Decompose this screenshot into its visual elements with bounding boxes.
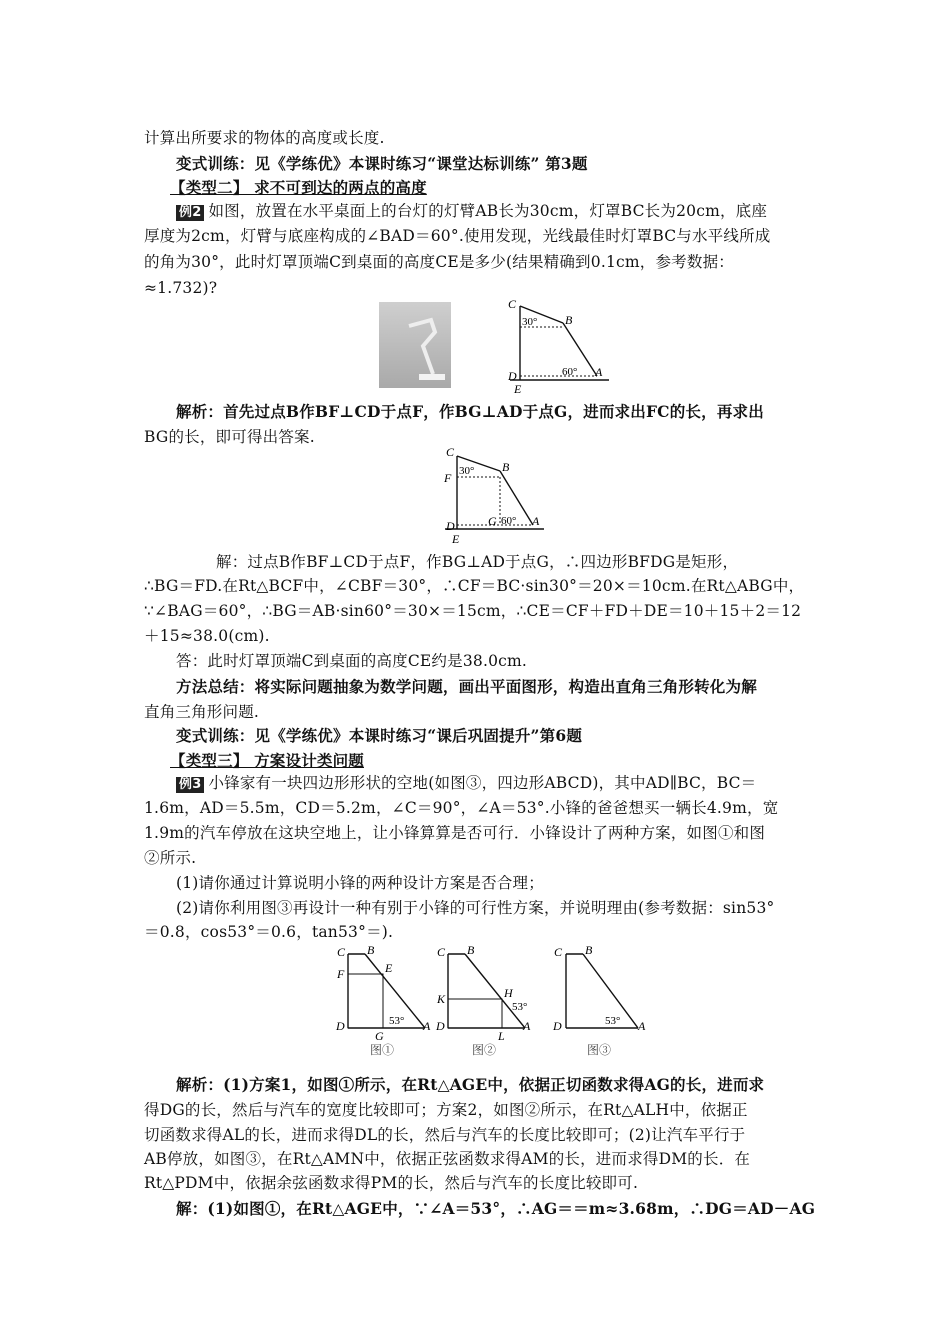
lamp-diagram	[505, 296, 615, 396]
svg-text:E: E	[452, 532, 460, 546]
svg-text:D: D	[446, 519, 455, 533]
figure-1	[333, 942, 438, 1060]
angle-60: 60°	[562, 366, 578, 378]
svg-text:C: C	[337, 945, 346, 959]
text-line: ∴BG＝FD.在Rt△BCF中，∠CBF＝30°，∴CF＝BC·sin30°＝20×＝10cm.在Rt△ABG中，	[144, 577, 805, 595]
text-line: 答：此时灯罩顶端C到桌面的高度CE约是38.0cm.	[176, 652, 528, 670]
svg-text:B: B	[585, 943, 593, 957]
figure-2	[432, 942, 542, 1060]
figure-3	[550, 942, 655, 1060]
text-line: ＝0.8，cos53°＝0.6，tan53°＝).	[144, 923, 394, 941]
text-line: 厚度为2cm，灯臂与底座构成的∠BAD＝60°.使用发现，光线最佳时灯罩BC与水平线所成	[144, 227, 771, 245]
svg-text:K: K	[437, 992, 446, 1006]
text-line: 1.6m，AD＝5.5m，CD＝5.2m，∠C＝90°，∠A＝53°.小锋的爸爸想买一辆长4.9m，宽	[144, 799, 779, 817]
svg-text:C: C	[446, 445, 455, 459]
svg-text:53°: 53°	[605, 1015, 621, 1027]
svg-text:F: F	[444, 471, 452, 485]
caption: 图③	[587, 1043, 612, 1057]
text-line: (1)请你通过计算说明小锋的两种设计方案是否合理；	[176, 874, 544, 892]
text-line: AB停放，如图③，在Rt△AMN中，依据正弦函数求得AM的长，进而求得DM的长．在	[144, 1150, 751, 1168]
text-line: 的角为30°，此时灯罩顶端C到桌面的高度CE是多少(结果精确到0.1cm，参考数据：	[144, 253, 734, 271]
svg-text:D: D	[553, 1019, 562, 1033]
example-badge: 例3	[176, 777, 204, 793]
svg-text:60°: 60°	[501, 515, 517, 527]
text-line: 例3 小锋家有一块四边形形状的空地(如图③，四边形ABCD)，其中AD∥BC，BC＝	[176, 772, 846, 794]
text-line: 切函数求得AL的长，进而求得DL的长，然后与汽车的长度比较即可；(2)让汽车平行于	[144, 1126, 746, 1144]
text-line: 解：过点B作BF⊥CD于点F，作BG⊥AD于点G，∴四边形BFDG是矩形，	[216, 553, 739, 571]
label-E: E	[514, 382, 522, 396]
svg-text:B: B	[467, 943, 475, 957]
text-line: 例2 如图，放置在水平桌面上的台灯的灯臂AB长为30cm，灯罩BC长为20cm，底座	[176, 200, 846, 222]
text-line: 解：(1)如图①，在Rt△AGE中，∵∠A＝53°，∴AG＝＝m≈3.68m，∴DG＝AD－AG	[176, 1199, 816, 1218]
svg-text:E: E	[385, 961, 393, 975]
svg-text:B: B	[367, 943, 375, 957]
text-line: (2)请你利用图③再设计一种有别于小锋的可行性方案，并说明理由(参考数据：sin53°	[176, 899, 775, 917]
svg-text:A: A	[638, 1019, 646, 1033]
text-line: 得DG的长，然后与汽车的宽度比较即可；方案2，如图②所示，在Rt△ALH中，依据正	[144, 1101, 748, 1119]
svg-text:H: H	[504, 986, 513, 1000]
text-line: 解析：首先过点B作BF⊥CD于点F，作BG⊥AD于点G，进而求出FC的长，再求出	[176, 402, 764, 421]
text-line: BG的长，即可得出答案.	[144, 428, 315, 446]
svg-text:D: D	[336, 1019, 345, 1033]
svg-text:A: A	[423, 1019, 431, 1033]
text-line: ≈1.732)?	[144, 279, 218, 297]
caption: 图②	[472, 1043, 497, 1057]
text-line: ＋15≈38.0(cm).	[144, 627, 270, 645]
solution-diagram	[440, 444, 550, 548]
svg-text:F: F	[337, 967, 345, 981]
section-heading: 【类型二】 求不可到达的两点的高度	[170, 178, 427, 197]
text-line: 解析：(1)方案1，如图①所示，在Rt△AGE中，依据正切函数求得AG的长，进而求	[176, 1075, 765, 1094]
svg-text:G: G	[375, 1029, 384, 1043]
svg-text:B: B	[502, 460, 510, 474]
svg-text:53°: 53°	[389, 1015, 405, 1027]
text-line: 1.9m的汽车停放在这块空地上，让小锋算算是否可行．小锋设计了两种方案，如图①和图	[144, 824, 766, 842]
svg-text:L: L	[498, 1029, 505, 1043]
text-line: 计算出所要求的物体的高度或长度.	[144, 129, 385, 147]
svg-text:53°: 53°	[512, 1001, 528, 1013]
svg-text:C: C	[437, 945, 446, 959]
text-line: 方法总结：将实际问题抽象为数学问题，画出平面图形，构造出直角三角形转化为解	[176, 677, 757, 696]
svg-text:A: A	[523, 1019, 531, 1033]
text-line: 变式训练：见《学练优》本课时练习“课堂达标训练” 第3题	[176, 154, 588, 173]
lamp-photo	[379, 302, 451, 388]
svg-text:G: G	[488, 514, 497, 528]
example-badge: 例2	[176, 205, 204, 221]
text-line: Rt△PDM中，依据余弦函数求得PM的长，然后与汽车的长度比较即可.	[144, 1174, 639, 1192]
label-B: B	[565, 313, 573, 327]
angle-30: 30°	[522, 316, 538, 328]
svg-text:30°: 30°	[459, 465, 475, 477]
text-line: 直角三角形问题.	[144, 703, 260, 721]
svg-text:C: C	[554, 945, 563, 959]
svg-text:D: D	[436, 1019, 445, 1033]
section-heading: 【类型三】 方案设计类问题	[170, 751, 364, 770]
caption: 图①	[370, 1043, 395, 1057]
text-line: ②所示.	[144, 849, 197, 867]
svg-text:A: A	[532, 514, 540, 528]
text-line: ∵∠BAG＝60°，∴BG＝AB·sin60°＝30×＝15cm，∴CE＝CF＋FD＋DE＝10＋15＋2＝12	[144, 602, 802, 620]
label-C: C	[508, 297, 517, 311]
text-line: 变式训练：见《学练优》本课时练习“课后巩固提升”第6题	[176, 726, 583, 745]
label-D: D	[508, 369, 517, 383]
label-A: A	[595, 365, 603, 379]
